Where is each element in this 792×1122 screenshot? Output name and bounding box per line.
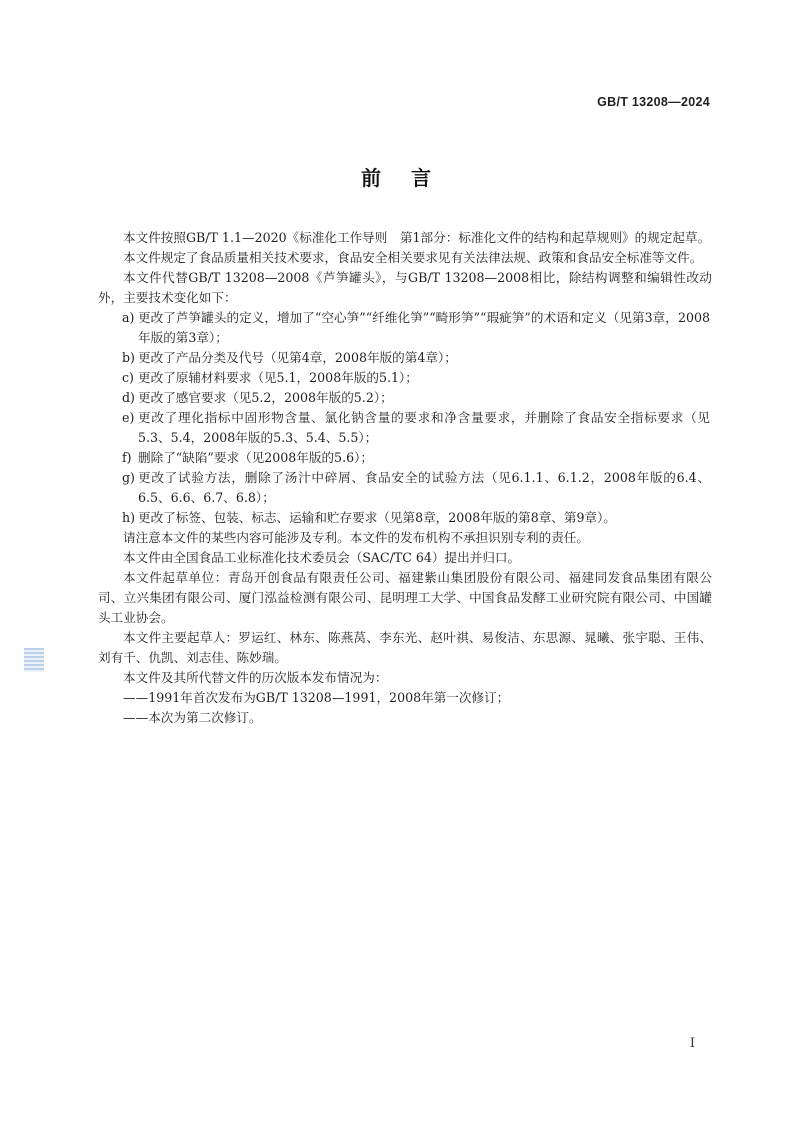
list-item — [98, 448, 712, 468]
list-marker: c) — [122, 370, 134, 385]
page-title: 前言 — [361, 166, 461, 190]
list-item — [98, 368, 712, 388]
history-line: ——本次为第二次修订。 — [123, 710, 262, 725]
list-item — [98, 408, 712, 448]
page-number: I — [689, 1036, 695, 1051]
list-item-text: 更改了试验方法，删除了汤汁中碎屑、食品安全的试验方法（见6.1.1、6.1.2，2008年版的6.4、6.5、6.6、6.7、6.8）； — [138, 470, 710, 505]
list-item-text: 更改了芦笋罐头的定义，增加了“空心笋”“纤维化笋”“畸形笋”“瑕疵笋”的术语和定义（见第3章，2008年版的第3章）； — [138, 310, 710, 345]
document-body — [98, 228, 712, 728]
edge-mark — [24, 648, 44, 672]
list-marker: g) — [122, 470, 135, 485]
list-item — [98, 508, 712, 528]
list-item-text: 更改了产品分类及代号（见第4章，2008年版的第4章）； — [138, 350, 457, 365]
list-marker: f) — [122, 450, 132, 465]
list-marker: h) — [122, 510, 136, 525]
list-item — [98, 388, 712, 408]
list-item-text: 更改了标签、包装、标志、运输和贮存要求（见第8章，2008年版的第8章、第9章）。 — [138, 510, 616, 525]
list-marker: d) — [122, 390, 135, 405]
paragraph: 本文件代替GB/T 13208—2008《芦笋罐头》，与GB/T 13208—2008相比，除结构调整和编辑性改动外，主要技术变化如下： — [98, 270, 712, 305]
paragraph: 本文件及其所代替文件的历次版本发布情况为： — [123, 670, 388, 685]
paragraph: 本文件主要起草人：罗运红、林东、陈燕莴、李东光、赵叶祺、易俊洁、东思源、晁曦、张宇聪、王伟、刘有千、仇凯、刘志佳、陈妙瑞。 — [98, 630, 712, 665]
history-line: ——1991年首次发布为GB/T 13208—1991，2008年第一次修订； — [123, 690, 510, 705]
list-marker: e) — [122, 410, 135, 425]
list-marker: a) — [122, 310, 135, 325]
changes-list — [98, 308, 712, 528]
list-item — [98, 468, 712, 508]
list-item — [98, 348, 712, 368]
paragraph: 本文件规定了食品质量相关技术要求，食品安全相关要求见有关法律法规、政策和食品安全标准等文件。 — [123, 250, 703, 265]
paragraph: 本文件起草单位：青岛开创食品有限责任公司、福建紫山集团股份有限公司、福建同发食品集团有限公司、立兴集团有限公司、厦门泓益检测有限公司、昆明理工大学、中国食品发酵工业研究院有限公司、中国罐头工业协会。 — [98, 570, 712, 625]
paragraph: 本文件由全国食品工业标准化技术委员会（SAC/TC 64）提出并归口。 — [123, 550, 521, 565]
list-marker: b) — [122, 350, 135, 365]
list-item-text: 更改了感官要求（见5.2，2008年版的5.2）； — [138, 390, 393, 405]
paragraph: 请注意本文件的某些内容可能涉及专利。本文件的发布机构不承担识别专利的责任。 — [123, 530, 589, 545]
list-item — [98, 308, 712, 348]
standard-code: GB/T 13208—2024 — [597, 95, 710, 109]
list-item-text: 删除了“缺陷”要求（见2008年版的5.6）； — [138, 450, 373, 465]
paragraph: 本文件按照GB/T 1.1—2020《标准化工作导则 第1部分：标准化文件的结构和起草规则》的规定起草。 — [123, 230, 711, 245]
list-item-text: 更改了理化指标中固形物含量、氯化钠含量的要求和净含量要求，并删除了食品安全指标要求（见5.3、5.4，2008年版的5.3、5.4、5.5）； — [138, 410, 710, 445]
list-item-text: 更改了原辅材料要求（见5.1，2008年版的5.1）； — [138, 370, 418, 385]
